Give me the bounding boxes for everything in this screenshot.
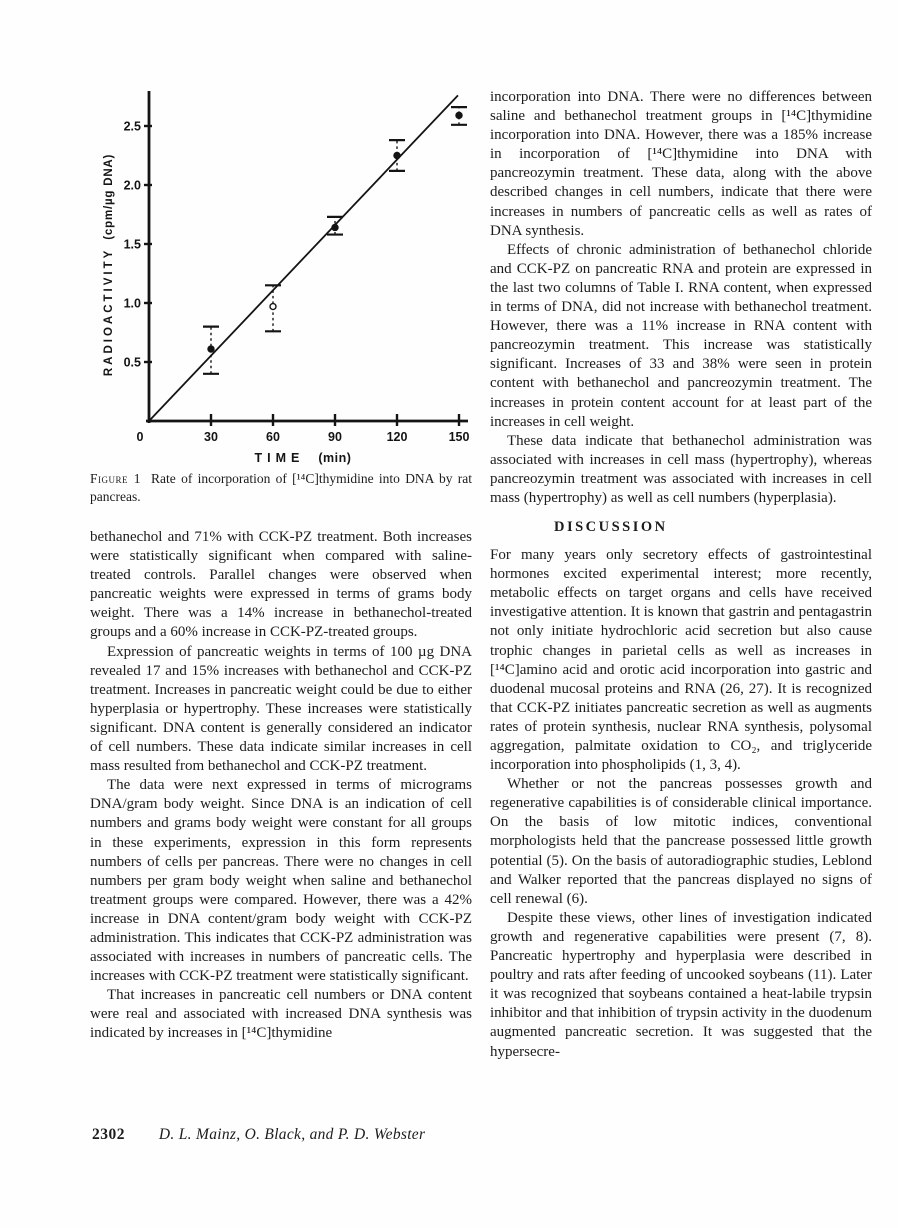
svg-text:30: 30 xyxy=(204,430,218,444)
left-column xyxy=(90,528,472,1044)
svg-text:0: 0 xyxy=(136,430,144,444)
svg-text:2.5: 2.5 xyxy=(123,119,141,134)
section-heading-discussion: DISCUSSION xyxy=(554,519,668,536)
paragraph: That increases in pancreatic cell numbers or DNA content were real and associated with increased DNA synthesis was indicated by increases in [¹⁴C]thymidine xyxy=(90,987,472,1042)
figure-chart xyxy=(85,83,485,475)
figure-caption xyxy=(90,470,472,505)
paragraph: Whether or not the pancreas possesses growth and regenerative capabilities is of considerable clinical importance. On the basis of low mitotic indices, conventional morphologists held that the pancrease possessed little growth potential (5). On the basis of autoradiographic studies, Leblond and Walker reported that the pancreas displayed no signs of cell renewal (6). xyxy=(490,776,872,907)
figure-caption-text: Rate of incorporation of [¹⁴C]thymidine into DNA by rat pancreas. xyxy=(90,471,472,504)
svg-text:150: 150 xyxy=(448,430,470,444)
svg-text:0.5: 0.5 xyxy=(123,355,141,370)
figure-1 xyxy=(85,83,485,475)
svg-text:1.0: 1.0 xyxy=(123,296,141,311)
paragraph: Despite these views, other lines of investigation indicated growth and regenerative capabilities were present (7, 8). Pancreatic hypertrophy and hyperplasia were described in poultry and rats after feeding of uncooked soybeans (11). Later it was recognized that soybeans contained a heat-labile trypsin inhibitor and that inhibition of trypsin activity in the duodenum augmented pancreatic secretion. It was suggested that the hypersecre- xyxy=(490,909,872,1060)
figure-label: Figure 1 xyxy=(90,471,142,486)
right-column xyxy=(490,88,872,1062)
page-number: 2302 xyxy=(92,1126,125,1143)
svg-text:RADIOACTIVITY(cpm/µg DNA): RADIOACTIVITY(cpm/µg DNA) xyxy=(103,153,115,377)
paragraph: Effects of chronic administration of bethanechol chloride and CCK-PZ on pancreatic RNA and protein are expressed in the last two columns of Table I. RNA content, when expressed in terms of DNA, did not increase with bethanechol treatment. However, there was a 11% increase in RNA content with pancreozymin treatment. This increase was statistically significant. Increases of 33 and 38% were seen in protein content with bethanechol and pancreozymin treatment. The increases in protein content account for at least part of the increases in cell weight. xyxy=(490,241,872,430)
page-footer xyxy=(92,1126,792,1144)
paragraph: For many years only secretory effects of gastrointestinal hormones excited experimental interest; more recently, metabolic effects on target organs and cells have received investigative attention. It is known that gastrin and pentagastrin not only initiate hydrochloric acid secretion but also cause trophic changes in parietal cells as well as increases in [¹⁴C]amino acid and orotic acid incorporation into gastric and duodenal mucosal proteins and RNA (26, 27). It is recognized that CCK-PZ initiates pancreatic secretion as well as augments rates of protein synthesis, nuclear RNA synthesis, polysomal aggregation, palmitate oxidation to CO₂, and triglyceride incorporation into phospholipids (1, 3, 4). xyxy=(490,547,872,774)
svg-text:1.5: 1.5 xyxy=(123,237,141,252)
authors: D. L. Mainz, O. Black, and P. D. Webster xyxy=(158,1126,426,1143)
svg-text:120: 120 xyxy=(386,430,408,444)
paragraph: bethanechol and 71% with CCK-PZ treatment. Both increases were statistically significant when compared with saline-treated controls. Parallel changes were observed when pancreatic weights were expressed in terms of grams body weight. There was a 14% increase in bethanechol-treated groups and a 60% increase in CCK-PZ-treated groups. xyxy=(90,529,472,641)
svg-text:90: 90 xyxy=(328,430,342,444)
paragraph: These data indicate that bethanechol administration was associated with increases in cell mass (hypertrophy), whereas pancreozymin treatment was associated with increases in cell mass (hypertrophy) as well as cell numbers (hyperplasia). xyxy=(490,432,872,506)
paragraph: incorporation into DNA. There were no differences between saline and bethanechol treatment groups in [¹⁴C]thymidine incorporation into DNA. However, there was a 185% increase in incorporation of [¹⁴C]thymidine into DNA with pancreozymin treatment. These data, along with the above described changes in cell numbers, indicate that there were increases in numbers of pancreatic cells as well as rates of DNA synthesis. xyxy=(490,89,872,239)
svg-text:2.0: 2.0 xyxy=(123,178,141,193)
paragraph: Expression of pancreatic weights in terms of 100 µg DNA revealed 17 and 15% increases with bethanechol and CCK-PZ treatment. Increases in pancreatic weight could be due to either hyperplasia or hypertrophy. These increases were statistically significant. DNA content is generally considered an indicator of cell numbers. These data indicate similar increases in cell mass resulted from bethanechol and CCK-PZ treatment. xyxy=(90,643,472,775)
svg-text:60: 60 xyxy=(266,430,280,444)
paragraph: The data were next expressed in terms of micrograms DNA/gram body weight. Since DNA is an indication of cell numbers and grams body weight were constant for all groups in these experiments, expression in this form represents numbers of cells per pancreas. There were no changes in cell numbers per gram body weight when saline and bethanechol treatment groups were compared. However, there was a 42% increase in DNA content/gram body weight with CCK-PZ administration. This indicates that CCK-PZ administration was associated with increases in numbers of pancreatic cells. The increases with CCK-PZ treatment were statistically significant. xyxy=(90,777,472,985)
svg-text:TIME(min): TIME (min) xyxy=(254,451,352,465)
